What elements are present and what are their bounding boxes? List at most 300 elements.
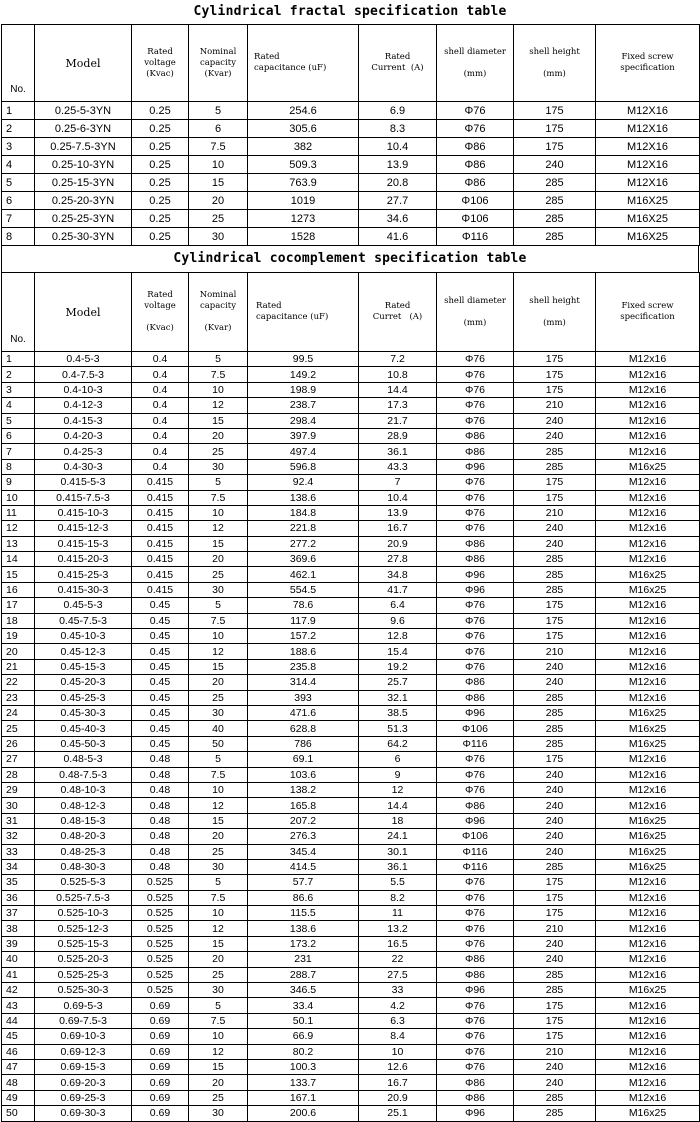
header-shell-height: shell height (mm) [514,25,596,102]
cell-voltage: 0.415 [132,521,189,536]
cell-voltage: 0.45 [132,613,189,628]
cell-voltage: 0.415 [132,536,189,551]
cell-capacitance: 138.6 [248,921,359,936]
cell-current: 13.2 [359,921,437,936]
table-row [2,998,700,1013]
cell-capacitance: 462.1 [248,567,359,582]
cell-current: 16.7 [359,1075,437,1090]
cell-current: 64.2 [359,736,437,751]
cell-model: 0.48-20-3 [35,829,132,844]
cell-diameter: Φ106 [437,721,514,736]
cell-diameter: Φ86 [437,156,514,174]
cell-screw: M12x16 [596,613,700,628]
cell-current: 22 [359,952,437,967]
cell-model: 0.45-30-3 [35,705,132,720]
cell-model: 0.4-12-3 [35,398,132,413]
cell-capacitance: 231 [248,952,359,967]
cell-voltage: 0.415 [132,475,189,490]
cell-capacitance: 80.2 [248,1044,359,1059]
cell-diameter: Φ76 [437,490,514,505]
table-row [2,174,700,192]
cell-no: 16 [2,582,35,597]
cell-current: 36.1 [359,859,437,874]
cell-current: 10.4 [359,490,437,505]
cell-height: 240 [514,156,596,174]
cell-voltage: 0.525 [132,875,189,890]
cell-screw: M12x16 [596,782,700,797]
cell-capacitance: 763.9 [248,174,359,192]
cell-model: 0.45-25-3 [35,690,132,705]
cell-voltage: 0.25 [132,192,189,210]
cell-model: 0.415-5-3 [35,475,132,490]
cell-screw: M16x25 [596,705,700,720]
cell-height: 175 [514,352,596,367]
cell-current: 13.9 [359,156,437,174]
cell-capacitance: 1528 [248,228,359,246]
cell-capacitance: 235.8 [248,659,359,674]
cell-height: 285 [514,721,596,736]
cell-diameter: Φ76 [437,1044,514,1059]
cell-capacity: 12 [189,1044,248,1059]
cell-current: 18 [359,813,437,828]
cell-voltage: 0.525 [132,952,189,967]
cell-height: 285 [514,859,596,874]
cell-screw: M12x16 [596,644,700,659]
cell-current: 7.2 [359,352,437,367]
table-row [2,844,700,859]
cell-screw: M16x25 [596,582,700,597]
cell-model: 0.4-5-3 [35,352,132,367]
table-row [2,921,700,936]
cell-diameter: Φ76 [437,102,514,120]
cell-diameter: Φ76 [437,475,514,490]
cell-current: 12 [359,782,437,797]
cell-model: 0.415-25-3 [35,567,132,582]
cell-no: 11 [2,505,35,520]
cell-screw: M16x25 [596,567,700,582]
cell-capacitance: 238.7 [248,398,359,413]
cell-diameter: Φ76 [437,352,514,367]
cell-height: 175 [514,875,596,890]
cell-capacity: 20 [189,952,248,967]
table-row [2,767,700,782]
cell-model: 0.45-10-3 [35,629,132,644]
cell-diameter: Φ76 [437,613,514,628]
cell-capacity: 20 [189,1075,248,1090]
cell-current: 9.6 [359,613,437,628]
cell-voltage: 0.25 [132,210,189,228]
cell-voltage: 0.415 [132,490,189,505]
cell-no: 20 [2,644,35,659]
cell-voltage: 0.69 [132,1106,189,1121]
table-row [2,536,700,551]
table-row [2,629,700,644]
cell-no: 26 [2,736,35,751]
table-row [2,798,700,813]
cell-no: 32 [2,829,35,844]
cell-height: 175 [514,102,596,120]
cell-current: 16.5 [359,936,437,951]
cell-current: 20.8 [359,174,437,192]
cell-voltage: 0.45 [132,659,189,674]
cell-model: 0.4-20-3 [35,428,132,443]
cell-screw: M12x16 [596,659,700,674]
cell-no: 4 [2,398,35,413]
cell-capacitance: 157.2 [248,629,359,644]
cell-height: 240 [514,767,596,782]
cell-capacity: 20 [189,552,248,567]
cell-diameter: Φ96 [437,983,514,998]
table-row [2,659,700,674]
cell-no: 1 [2,352,35,367]
cell-no: 2 [2,120,35,138]
cell-model: 0.525-15-3 [35,936,132,951]
cell-current: 14.4 [359,382,437,397]
cell-height: 210 [514,398,596,413]
cell-capacitance: 1019 [248,192,359,210]
cell-model: 0.25-25-3YN [35,210,132,228]
cell-voltage: 0.48 [132,829,189,844]
cell-voltage: 0.25 [132,228,189,246]
cell-model: 0.415-12-3 [35,521,132,536]
cell-capacitance: 33.4 [248,998,359,1013]
cell-capacity: 30 [189,228,248,246]
cell-capacitance: 288.7 [248,967,359,982]
cell-current: 6.3 [359,1013,437,1028]
cell-capacity: 5 [189,875,248,890]
cell-screw: M12x16 [596,475,700,490]
cell-screw: M12x16 [596,413,700,428]
cell-voltage: 0.45 [132,736,189,751]
cell-no: 39 [2,936,35,951]
table-row [2,552,700,567]
table-row [2,1029,700,1044]
cell-no: 44 [2,1013,35,1028]
cell-model: 0.415-7.5-3 [35,490,132,505]
cell-height: 285 [514,983,596,998]
cell-no: 18 [2,613,35,628]
cell-no: 2 [2,367,35,382]
cell-capacitance: 397.9 [248,428,359,443]
cell-model: 0.45-7.5-3 [35,613,132,628]
table-row [2,936,700,951]
table-row [2,567,700,582]
cell-capacity: 7.5 [189,367,248,382]
table-row [2,952,700,967]
cell-screw: M12X16 [596,120,700,138]
cell-diameter: Φ76 [437,921,514,936]
cell-height: 175 [514,120,596,138]
cell-screw: M12x16 [596,1090,700,1105]
cell-height: 210 [514,644,596,659]
cell-screw: M16x25 [596,829,700,844]
cell-no: 45 [2,1029,35,1044]
cell-capacitance: 277.2 [248,536,359,551]
cell-height: 285 [514,705,596,720]
cell-capacity: 10 [189,382,248,397]
table-row [2,102,700,120]
cell-height: 285 [514,967,596,982]
cell-screw: M16x25 [596,983,700,998]
cell-screw: M16x25 [596,844,700,859]
cell-capacity: 5 [189,352,248,367]
fractal-table-body [2,102,700,246]
cell-height: 175 [514,382,596,397]
cell-no: 8 [2,228,35,246]
cell-diameter: Φ76 [437,598,514,613]
header-rated-current: Rated Current (A) [359,25,437,102]
cell-voltage: 0.48 [132,813,189,828]
cell-current: 51.3 [359,721,437,736]
cell-no: 46 [2,1044,35,1059]
cell-model: 0.4-15-3 [35,413,132,428]
cell-voltage: 0.48 [132,767,189,782]
cell-diameter: Φ96 [437,813,514,828]
cell-height: 175 [514,613,596,628]
header-nominal-capacity: Nominal capacity (Kvar) [189,273,248,352]
cell-screw: M12x16 [596,490,700,505]
cell-capacity: 5 [189,998,248,1013]
cell-model: 0.415-15-3 [35,536,132,551]
table-row [2,490,700,505]
cell-diameter: Φ86 [437,536,514,551]
cell-capacitance: 173.2 [248,936,359,951]
cell-diameter: Φ86 [437,552,514,567]
cell-diameter: Φ76 [437,659,514,674]
cell-model: 0.69-25-3 [35,1090,132,1105]
cell-height: 240 [514,428,596,443]
cell-screw: M12X16 [596,156,700,174]
cell-voltage: 0.525 [132,921,189,936]
cell-diameter: Φ76 [437,367,514,382]
cell-model: 0.45-40-3 [35,721,132,736]
cell-model: 0.525-12-3 [35,921,132,936]
cell-height: 240 [514,782,596,797]
cell-diameter: Φ76 [437,644,514,659]
cell-no: 24 [2,705,35,720]
cell-screw: M16x25 [596,813,700,828]
cell-no: 8 [2,459,35,474]
cell-current: 20.9 [359,536,437,551]
cell-no: 41 [2,967,35,982]
cell-screw: M12x16 [596,1075,700,1090]
cell-no: 28 [2,767,35,782]
cell-capacitance: 276.3 [248,829,359,844]
cell-capacity: 25 [189,567,248,582]
cell-capacitance: 1273 [248,210,359,228]
cell-model: 0.4-25-3 [35,444,132,459]
cell-diameter: Φ86 [437,444,514,459]
cell-capacity: 30 [189,705,248,720]
cell-current: 10.4 [359,138,437,156]
table-row [2,192,700,210]
cell-capacity: 50 [189,736,248,751]
cell-screw: M16X25 [596,192,700,210]
cell-diameter: Φ86 [437,1090,514,1105]
cell-diameter: Φ76 [437,413,514,428]
table-row [2,598,700,613]
cell-no: 5 [2,413,35,428]
cell-current: 10.8 [359,367,437,382]
cell-no: 6 [2,428,35,443]
cell-voltage: 0.4 [132,459,189,474]
table-row [2,156,700,174]
cell-height: 175 [514,752,596,767]
cell-capacitance: 305.6 [248,120,359,138]
cell-capacitance: 188.6 [248,644,359,659]
cell-voltage: 0.69 [132,1029,189,1044]
cell-model: 0.69-12-3 [35,1044,132,1059]
cell-current: 17.3 [359,398,437,413]
cell-model: 0.48-12-3 [35,798,132,813]
cell-capacity: 30 [189,859,248,874]
cell-capacity: 15 [189,174,248,192]
cell-height: 240 [514,536,596,551]
cell-voltage: 0.525 [132,906,189,921]
cell-diameter: Φ76 [437,752,514,767]
cell-capacitance: 50.1 [248,1013,359,1028]
cell-diameter: Φ116 [437,844,514,859]
cell-current: 11 [359,906,437,921]
cell-voltage: 0.48 [132,859,189,874]
cell-model: 0.525-20-3 [35,952,132,967]
cell-current: 25.1 [359,1106,437,1121]
cell-screw: M12x16 [596,967,700,982]
cell-model: 0.25-15-3YN [35,174,132,192]
cell-screw: M12x16 [596,798,700,813]
cell-voltage: 0.45 [132,629,189,644]
cell-height: 175 [514,906,596,921]
table-row [2,382,700,397]
cell-capacitance: 596.8 [248,459,359,474]
cell-current: 27.7 [359,192,437,210]
cell-capacitance: 345.4 [248,844,359,859]
cell-capacitance: 314.4 [248,675,359,690]
cell-no: 22 [2,675,35,690]
cell-model: 0.415-20-3 [35,552,132,567]
table-row [2,521,700,536]
cell-model: 0.25-6-3YN [35,120,132,138]
cell-diameter: Φ116 [437,859,514,874]
cell-diameter: Φ86 [437,967,514,982]
cell-current: 14.4 [359,798,437,813]
table-row [2,1106,700,1121]
cell-no: 12 [2,521,35,536]
cell-height: 285 [514,210,596,228]
cell-no: 14 [2,552,35,567]
cell-screw: M12X16 [596,174,700,192]
table-row [2,690,700,705]
cell-model: 0.45-5-3 [35,598,132,613]
cell-height: 240 [514,798,596,813]
cell-capacitance: 165.8 [248,798,359,813]
table-row [2,1013,700,1028]
cell-voltage: 0.25 [132,102,189,120]
cell-current: 4.2 [359,998,437,1013]
cell-capacitance: 346.5 [248,983,359,998]
cell-current: 24.1 [359,829,437,844]
cell-current: 25.7 [359,675,437,690]
table-row [2,413,700,428]
table-row [2,890,700,905]
cell-capacitance: 66.9 [248,1029,359,1044]
cell-no: 49 [2,1090,35,1105]
table-row [2,352,700,367]
cell-height: 285 [514,1106,596,1121]
cell-diameter: Φ96 [437,705,514,720]
cell-current: 16.7 [359,521,437,536]
cell-height: 175 [514,1029,596,1044]
fractal-section [0,0,700,246]
cell-capacity: 12 [189,798,248,813]
cell-screw: M16x25 [596,736,700,751]
cell-screw: M12x16 [596,1029,700,1044]
cell-height: 210 [514,505,596,520]
cell-no: 17 [2,598,35,613]
cell-voltage: 0.4 [132,444,189,459]
cell-screw: M12X16 [596,102,700,120]
cell-capacitance: 92.4 [248,475,359,490]
cell-capacitance: 254.6 [248,102,359,120]
cell-current: 12.8 [359,629,437,644]
cell-diameter: Φ86 [437,690,514,705]
cell-capacitance: 393 [248,690,359,705]
cell-model: 0.25-20-3YN [35,192,132,210]
cell-model: 0.25-7.5-3YN [35,138,132,156]
cell-diameter: Φ96 [437,567,514,582]
cell-capacitance: 99.5 [248,352,359,367]
cell-capacitance: 138.2 [248,782,359,797]
cell-diameter: Φ76 [437,629,514,644]
cell-capacitance: 369.6 [248,552,359,567]
header-fixed-screw: Fixed screw specification [596,273,700,352]
cell-diameter: Φ96 [437,1106,514,1121]
cell-height: 240 [514,813,596,828]
cell-capacity: 5 [189,598,248,613]
fractal-table-title: Cylindrical fractal specification table [193,4,507,19]
cell-voltage: 0.48 [132,844,189,859]
cell-screw: M12x16 [596,598,700,613]
cell-height: 240 [514,413,596,428]
cell-screw: M12x16 [596,921,700,936]
cell-capacitance: 786 [248,736,359,751]
cell-height: 240 [514,844,596,859]
cell-capacitance: 167.1 [248,1090,359,1105]
cell-diameter: Φ76 [437,936,514,951]
cell-no: 30 [2,798,35,813]
cell-screw: M12x16 [596,367,700,382]
cell-model: 0.45-50-3 [35,736,132,751]
cell-model: 0.525-25-3 [35,967,132,982]
cell-capacitance: 200.6 [248,1106,359,1121]
table-row [2,967,700,982]
header-rated-capacitance: Rated capacitance (uF) [248,25,359,102]
cell-capacity: 7.5 [189,767,248,782]
cell-voltage: 0.48 [132,782,189,797]
header-rated-current: Rated Curret (A) [359,273,437,352]
cell-current: 30.1 [359,844,437,859]
cell-height: 285 [514,1090,596,1105]
cell-screw: M12x16 [596,936,700,951]
cell-screw: M12x16 [596,767,700,782]
cell-diameter: Φ76 [437,782,514,797]
cell-model: 0.25-30-3YN [35,228,132,246]
cell-voltage: 0.25 [132,138,189,156]
cell-capacitance: 198.9 [248,382,359,397]
cell-voltage: 0.48 [132,798,189,813]
cell-voltage: 0.4 [132,413,189,428]
cell-screw: M12x16 [596,428,700,443]
